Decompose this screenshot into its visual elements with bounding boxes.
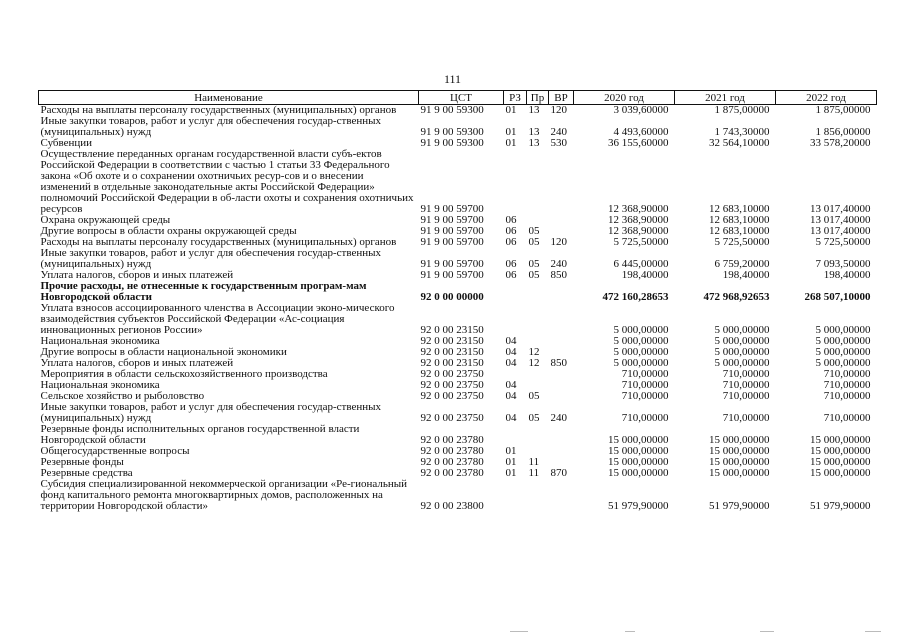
header-2020: 2020 год — [574, 91, 675, 105]
table-row — [39, 116, 877, 138]
cell-vr — [549, 226, 574, 237]
cell-pr — [527, 380, 549, 391]
cell-cst: 92 0 00 23150 — [420, 324, 484, 336]
cell-pr: 12 — [528, 358, 540, 369]
cell-name: Уплата налогов, сборов и иных платежей — [40, 358, 234, 369]
cell-vr — [549, 391, 574, 402]
header-pr: Пр — [527, 91, 549, 105]
cell-2020: 4 493,60000 — [613, 126, 669, 138]
cell-name: Другие вопросы в области охраны окружающей среды — [40, 226, 297, 237]
cell-2020: 710,00000 — [621, 380, 669, 391]
table-row — [39, 347, 877, 358]
cell-vr — [549, 369, 574, 380]
cell-2022: 33 578,20000 — [810, 138, 871, 149]
cell-2022: 198,40000 — [823, 270, 871, 281]
cell-name: Общегосударственные вопросы — [40, 446, 190, 457]
scan-artifacts — [505, 628, 885, 636]
cell-2020: 3 039,60000 — [613, 104, 669, 116]
cell-cst: 92 0 00 23800 — [420, 500, 484, 512]
table-row — [39, 303, 877, 336]
cell-2021: 710,00000 — [722, 412, 770, 424]
budget-table — [38, 90, 877, 512]
cell-cst: 92 0 00 00000 — [420, 291, 484, 303]
cell-rz: 06 — [505, 270, 517, 281]
cell-pr: 12 — [528, 347, 540, 358]
cell-2020: 5 000,00000 — [613, 324, 669, 336]
cell-2020: 15 000,00000 — [608, 434, 669, 446]
cell-vr — [549, 380, 574, 391]
cell-vr: 870 — [550, 468, 567, 479]
cell-rz — [504, 479, 527, 512]
cell-2022: 5 000,00000 — [815, 324, 871, 336]
cell-pr — [527, 281, 549, 303]
cell-name: Другие вопросы в области национальной экономики — [40, 347, 287, 358]
table-row — [39, 226, 877, 237]
cell-rz — [504, 424, 527, 446]
cell-2020: 472 160,28653 — [602, 291, 669, 303]
cell-rz: 01 — [505, 126, 517, 138]
table-row — [39, 391, 877, 402]
page-number: 111 — [443, 72, 462, 86]
cell-2022: 5 000,00000 — [815, 347, 871, 358]
table-row — [39, 446, 877, 457]
cell-2022: 13 017,40000 — [810, 215, 871, 226]
table-row — [39, 215, 877, 226]
cell-cst: 92 0 00 23750 — [420, 391, 484, 402]
cell-rz: 06 — [505, 226, 517, 237]
cell-rz: 01 — [505, 457, 517, 468]
cell-cst: 91 9 00 59700 — [420, 270, 484, 281]
cell-pr — [527, 149, 549, 215]
cell-2021: 710,00000 — [722, 380, 770, 391]
cell-name: Осуществление переданных органам государственной власти субъ-ектов Российской Федерации в соответствии с частью 1 статьи 33 Федерального закона «Об охоте и о сохранении охотничьих ресур-сов и о внесении изменений в отдельные законодательные акты Российской Федерации» полномочий Российской Федерации в об-ласти охоты и сохранения охотничьих ресурсов — [40, 149, 414, 215]
cell-pr: 11 — [528, 457, 540, 468]
cell-cst: 92 0 00 23780 — [420, 457, 484, 468]
table-row — [39, 479, 877, 512]
cell-rz: 01 — [505, 104, 517, 116]
cell-2020: 15 000,00000 — [608, 457, 669, 468]
cell-2022: 268 507,10000 — [804, 291, 871, 303]
cell-2021: 710,00000 — [722, 369, 770, 380]
cell-vr: 850 — [550, 358, 567, 369]
cell-cst: 91 9 00 59700 — [420, 203, 484, 215]
table-row — [39, 424, 877, 446]
cell-vr — [549, 457, 574, 468]
cell-pr — [527, 479, 549, 512]
cell-2020: 36 155,60000 — [608, 138, 669, 149]
cell-2020: 5 000,00000 — [613, 336, 669, 347]
cell-2021: 12 683,10000 — [709, 226, 770, 237]
cell-name: Охрана окружающей среды — [40, 215, 171, 226]
cell-cst: 91 9 00 59300 — [420, 126, 484, 138]
cell-vr: 240 — [550, 412, 567, 424]
cell-rz: 06 — [505, 258, 517, 270]
cell-2021: 51 979,90000 — [709, 500, 770, 512]
cell-cst: 92 0 00 23150 — [420, 358, 484, 369]
cell-name: Национальная экономика — [40, 380, 160, 391]
cell-pr — [527, 369, 549, 380]
cell-cst: 92 0 00 23150 — [420, 347, 484, 358]
cell-rz: 06 — [505, 215, 517, 226]
table-row — [39, 468, 877, 479]
table-body — [39, 105, 877, 513]
cell-rz: 01 — [505, 138, 517, 149]
cell-pr: 05 — [528, 226, 540, 237]
cell-2022: 5 725,50000 — [815, 237, 871, 248]
cell-2021: 12 683,10000 — [709, 215, 770, 226]
cell-2020: 6 445,00000 — [613, 258, 669, 270]
cell-2020: 198,40000 — [621, 270, 669, 281]
cell-pr: 11 — [528, 468, 540, 479]
cell-2021: 12 683,10000 — [709, 203, 770, 215]
cell-vr — [549, 446, 574, 457]
cell-name: Иные закупки товаров, работ и услуг для обеспечения государ-ственных (муниципальных) нужд — [40, 116, 382, 138]
cell-name: Резервные фонды исполнительных органов государственной власти Новгородской области — [40, 424, 360, 446]
cell-2022: 710,00000 — [823, 369, 871, 380]
cell-2021: 472 968,92653 — [703, 291, 770, 303]
cell-2022: 51 979,90000 — [810, 500, 871, 512]
cell-2020: 15 000,00000 — [608, 446, 669, 457]
cell-rz — [504, 303, 527, 336]
cell-name: Уплата налогов, сборов и иных платежей — [40, 270, 234, 281]
cell-pr: 13 — [528, 126, 540, 138]
cell-2020: 710,00000 — [621, 412, 669, 424]
header-rz: РЗ — [504, 91, 527, 105]
cell-rz: 04 — [505, 347, 517, 358]
cell-2022: 15 000,00000 — [810, 468, 871, 479]
cell-vr — [549, 281, 574, 303]
table-row — [39, 270, 877, 281]
cell-cst: 91 9 00 59300 — [420, 138, 484, 149]
cell-pr: 05 — [528, 412, 540, 424]
cell-2020: 12 368,90000 — [608, 203, 669, 215]
cell-2020: 15 000,00000 — [608, 468, 669, 479]
cell-pr — [527, 446, 549, 457]
cell-rz — [504, 149, 527, 215]
cell-rz: 06 — [505, 237, 517, 248]
cell-pr: 05 — [528, 391, 540, 402]
header-cst: ЦСТ — [419, 91, 504, 105]
cell-2021: 5 000,00000 — [714, 336, 770, 347]
cell-name: Сельское хозяйство и рыболовство — [40, 391, 205, 402]
cell-rz — [504, 281, 527, 303]
cell-2020: 5 000,00000 — [613, 347, 669, 358]
cell-cst: 91 9 00 59700 — [420, 237, 484, 248]
cell-cst: 92 0 00 23780 — [420, 446, 484, 457]
table-row — [39, 336, 877, 347]
cell-2022: 1 875,00000 — [815, 104, 871, 116]
cell-2020: 710,00000 — [621, 391, 669, 402]
cell-vr: 120 — [550, 237, 567, 248]
cell-cst: 91 9 00 59700 — [420, 258, 484, 270]
cell-vr — [549, 215, 574, 226]
cell-2021: 15 000,00000 — [709, 434, 770, 446]
cell-2020: 12 368,90000 — [608, 226, 669, 237]
table-row — [39, 237, 877, 248]
cell-name: Резервные фонды — [40, 457, 124, 468]
cell-2022: 710,00000 — [823, 391, 871, 402]
cell-name: Иные закупки товаров, работ и услуг для обеспечения государ-ственных (муниципальных) нужд — [40, 402, 382, 424]
cell-vr — [549, 347, 574, 358]
cell-2021: 15 000,00000 — [709, 446, 770, 457]
cell-2021: 710,00000 — [722, 391, 770, 402]
cell-rz: 04 — [505, 412, 517, 424]
cell-2021: 5 000,00000 — [714, 358, 770, 369]
cell-2021: 15 000,00000 — [709, 457, 770, 468]
cell-2021: 1 743,30000 — [714, 126, 770, 138]
table-row — [39, 402, 877, 424]
cell-vr — [549, 303, 574, 336]
cell-2021: 15 000,00000 — [709, 468, 770, 479]
cell-2022: 15 000,00000 — [810, 446, 871, 457]
cell-name: Мероприятия в области сельскохозяйственного производства — [40, 369, 328, 380]
cell-2022: 13 017,40000 — [810, 226, 871, 237]
cell-2022: 7 093,50000 — [815, 258, 871, 270]
cell-cst: 91 9 00 59700 — [420, 226, 484, 237]
cell-2022: 13 017,40000 — [810, 203, 871, 215]
cell-rz: 04 — [505, 380, 517, 391]
cell-name: Национальная экономика — [40, 336, 160, 347]
cell-2022: 15 000,00000 — [810, 457, 871, 468]
cell-name: Уплата взносов ассоциированного членства в Ассоциации эконо-мического взаимодействия субъектов Российской Федерации «Ас-социация инновационных регионов России» — [40, 303, 395, 336]
cell-2021: 6 759,20000 — [714, 258, 770, 270]
cell-name: Резервные средства — [40, 468, 133, 479]
cell-cst: 92 0 00 23780 — [420, 434, 484, 446]
cell-pr — [527, 336, 549, 347]
cell-2021: 32 564,10000 — [709, 138, 770, 149]
table-row — [39, 105, 877, 117]
cell-cst: 92 0 00 23780 — [420, 468, 484, 479]
cell-rz: 04 — [505, 391, 517, 402]
cell-vr: 240 — [550, 126, 567, 138]
table-row — [39, 380, 877, 391]
cell-cst: 92 0 00 23750 — [420, 412, 484, 424]
cell-cst: 91 9 00 59700 — [420, 215, 484, 226]
cell-rz: 01 — [505, 468, 517, 479]
cell-pr: 13 — [528, 104, 540, 116]
cell-2022: 15 000,00000 — [810, 434, 871, 446]
cell-2020: 5 000,00000 — [613, 358, 669, 369]
cell-pr: 13 — [528, 138, 540, 149]
cell-2022: 710,00000 — [823, 412, 871, 424]
cell-2021: 5 725,50000 — [714, 237, 770, 248]
cell-vr — [549, 479, 574, 512]
cell-vr — [549, 149, 574, 215]
cell-2022: 5 000,00000 — [815, 336, 871, 347]
cell-2021: 5 000,00000 — [714, 324, 770, 336]
cell-vr: 850 — [550, 270, 567, 281]
cell-name: Иные закупки товаров, работ и услуг для обеспечения государ-ственных (муниципальных) нужд — [40, 248, 382, 270]
cell-pr — [527, 215, 549, 226]
cell-2020: 12 368,90000 — [608, 215, 669, 226]
cell-pr: 05 — [528, 237, 540, 248]
cell-cst: 91 9 00 59300 — [420, 104, 484, 116]
table-row — [39, 138, 877, 149]
header-vr: ВР — [549, 91, 574, 105]
cell-pr — [527, 303, 549, 336]
cell-2021: 198,40000 — [722, 270, 770, 281]
cell-pr: 05 — [528, 270, 540, 281]
cell-rz: 04 — [505, 336, 517, 347]
cell-rz — [504, 369, 527, 380]
cell-2022: 5 000,00000 — [815, 358, 871, 369]
header-2021: 2021 год — [675, 91, 776, 105]
cell-2022: 710,00000 — [823, 380, 871, 391]
cell-name: Расходы на выплаты персоналу государственных (муниципальных) органов — [40, 237, 397, 248]
table-row — [39, 149, 877, 215]
table-row — [39, 281, 877, 303]
cell-2021: 1 875,00000 — [714, 104, 770, 116]
cell-2020: 710,00000 — [621, 369, 669, 380]
cell-vr — [549, 424, 574, 446]
cell-rz: 04 — [505, 358, 517, 369]
cell-vr: 530 — [550, 138, 567, 149]
header-2022: 2022 год — [776, 91, 877, 105]
cell-2020: 51 979,90000 — [608, 500, 669, 512]
cell-vr: 240 — [550, 258, 567, 270]
cell-rz: 01 — [505, 446, 517, 457]
cell-vr — [549, 336, 574, 347]
cell-name: Субсидия специализированной некоммерческой организации «Ре-гиональный фонд капитального ремонта многоквартирных домов, расположенных на территории Новгородской области» — [40, 479, 408, 512]
cell-vr: 120 — [550, 104, 567, 116]
cell-2020: 5 725,50000 — [613, 237, 669, 248]
header-name: Наименование — [39, 91, 419, 105]
table-row — [39, 457, 877, 468]
table-header — [39, 91, 877, 105]
table-row — [39, 358, 877, 369]
cell-2021: 5 000,00000 — [714, 347, 770, 358]
cell-2022: 1 856,00000 — [815, 126, 871, 138]
cell-cst: 92 0 00 23750 — [420, 369, 484, 380]
cell-name: Субвенции — [40, 138, 93, 149]
cell-pr — [527, 424, 549, 446]
table-row — [39, 248, 877, 270]
cell-cst: 92 0 00 23150 — [420, 336, 484, 347]
cell-cst: 92 0 00 23750 — [420, 380, 484, 391]
cell-pr: 05 — [528, 258, 540, 270]
table-row — [39, 369, 877, 380]
cell-name: Прочие расходы, не отнесенные к государственным програм-мам Новгородской области — [40, 281, 367, 303]
cell-name: Расходы на выплаты персоналу государственных (муниципальных) органов — [40, 104, 397, 116]
